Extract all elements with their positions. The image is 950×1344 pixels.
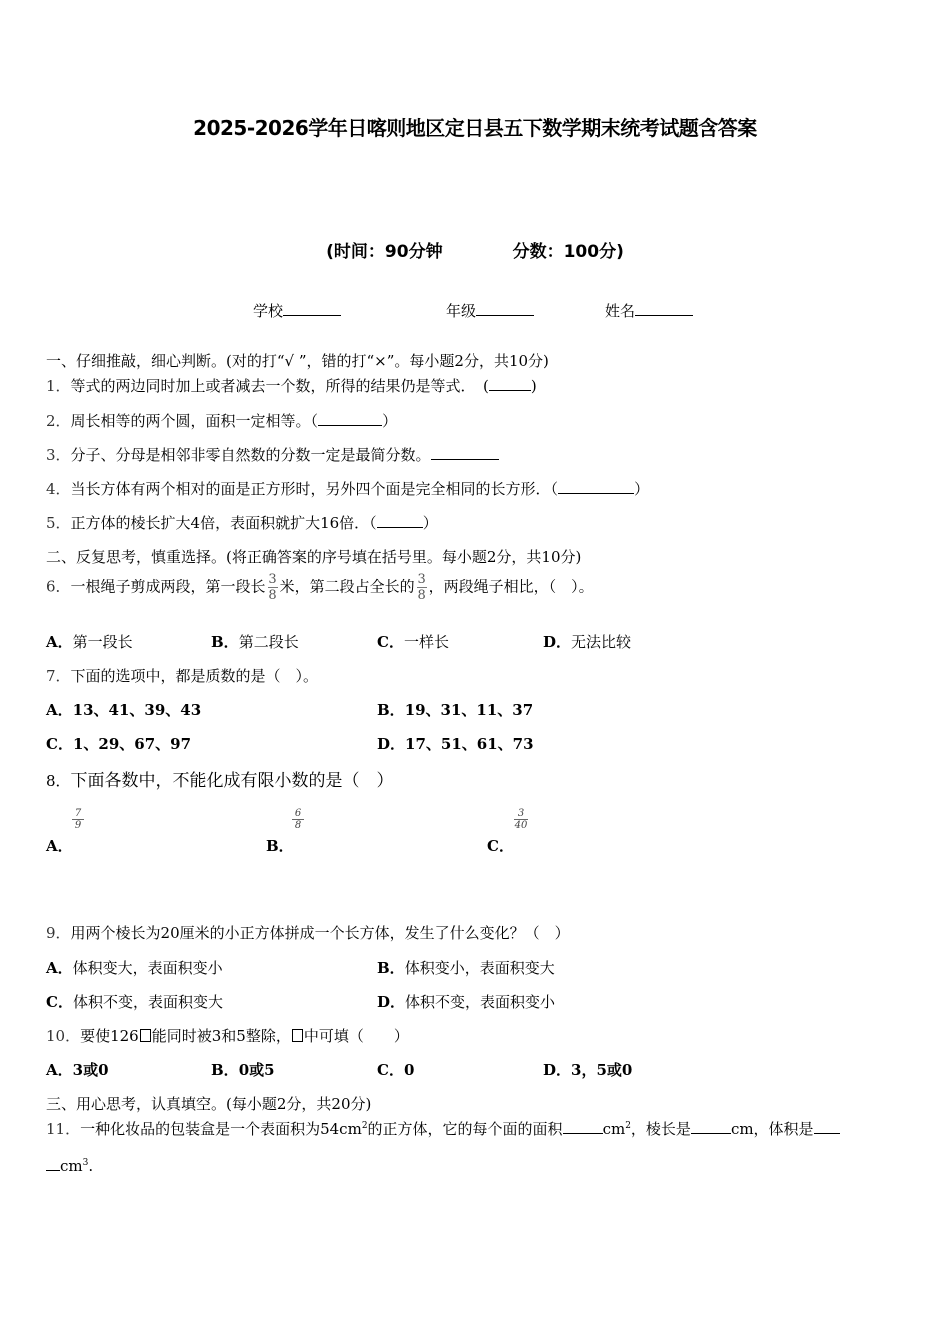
page-title: 2025-2026学年日喀则地区定日县五下数学期末统考试题含答案 — [193, 116, 757, 140]
name-label: 姓名 — [605, 302, 636, 320]
fraction: 7 9 — [72, 808, 84, 831]
option-b[interactable]: B．19、31、11、37 — [377, 701, 534, 719]
grade-blank[interactable] — [476, 301, 534, 316]
question-3: 3．分子、分母是相邻非零自然数的分数一定是最简分数。 — [46, 444, 499, 465]
option-b[interactable]: B．体积变小，表面积变大 — [377, 959, 555, 977]
section-1-heading: 一、仔细推敲，细心判断。(对的打“√ ”，错的打“×”。每小题2分，共10分) — [46, 352, 549, 370]
answer-blank[interactable] — [318, 411, 382, 426]
answer-blank[interactable] — [489, 376, 531, 391]
fraction: 3 40 — [514, 808, 528, 831]
option-b[interactable]: B． — [266, 837, 294, 855]
option-c[interactable]: C．0 — [377, 1061, 415, 1079]
question-2: 2．周长相等的两个圆，面积一定相等。（ ） — [46, 412, 398, 430]
option-a[interactable]: A．13、41、39、43 — [46, 701, 202, 719]
total-score: 分数：100分) — [512, 242, 624, 262]
option-d[interactable]: D．3，5或0 — [543, 1061, 633, 1079]
grade-label: 年级 — [446, 302, 477, 320]
option-d[interactable]: D．无法比较 — [543, 633, 632, 651]
option-d[interactable]: D．体积不变，表面积变小 — [377, 993, 556, 1011]
fraction: 6 8 — [292, 808, 304, 831]
school-label: 学校 — [253, 302, 284, 320]
name-field[interactable] — [605, 300, 693, 321]
option-c[interactable]: C． — [487, 837, 514, 855]
answer-blank[interactable] — [558, 479, 634, 494]
option-c[interactable]: C．一样长 — [377, 633, 449, 651]
question-1: 1．等式的两边同时加上或者减去一个数，所得的结果仍是等式． ( ) — [46, 377, 537, 395]
answer-blank[interactable] — [377, 513, 423, 528]
answer-blank[interactable] — [691, 1119, 731, 1134]
box-icon — [140, 1029, 151, 1042]
name-blank[interactable] — [635, 301, 693, 316]
option-a[interactable]: A．第一段长 — [46, 633, 133, 651]
school-blank[interactable] — [283, 301, 341, 316]
answer-blank[interactable] — [46, 1156, 60, 1171]
question-6: 6．一根绳子剪成两段，第一段长 $\frac{3}{8}$ 米，第二段占全长的 $\frac{3}{8}$ ，两段绳子相比，（ ）。 — [46, 572, 594, 603]
option-b[interactable]: B．0或5 — [211, 1061, 275, 1079]
fraction: $\frac{3}{8}$ — [417, 572, 426, 603]
option-d[interactable]: D．17、51、61、73 — [377, 735, 534, 753]
grade-field[interactable] — [446, 300, 534, 321]
answer-blank[interactable] — [431, 445, 499, 460]
option-c[interactable]: C．1、29、67、97 — [46, 735, 192, 753]
option-a[interactable]: A．3或0 — [46, 1061, 109, 1079]
option-a[interactable]: A．体积变大，表面积变小 — [46, 959, 223, 977]
option-c[interactable]: C．体积不变，表面积变大 — [46, 993, 223, 1011]
exam-meta — [0, 237, 950, 262]
question-10: 10．要使126 能同时被3和5整除， 中可填（ ） — [46, 1027, 409, 1045]
box-icon — [292, 1029, 303, 1042]
time-limit: (时间：90分钟 — [326, 242, 443, 262]
option-a[interactable]: A． — [46, 837, 73, 855]
fraction: $\frac{3}{8}$ — [268, 572, 277, 603]
question-9: 9．用两个棱长为20厘米的小正方体拼成一个长方体，发生了什么变化？（ ） — [46, 924, 570, 942]
question-11-cont: $cm^3$. — [46, 1156, 93, 1175]
question-8: 8．下面各数中，不能化成有限小数的是（ ） — [46, 771, 394, 791]
question-5: 5．正方体的棱长扩大4倍，表面积就扩大16倍．（ ） — [46, 514, 438, 532]
option-b[interactable]: B．第二段长 — [211, 633, 299, 651]
question-11: 11．一种化妆品的包装盒是一个表面积为$54cm^2$的正方体，它的每个面的面积 $cm^2$，棱长是 cm，体积是 — [46, 1118, 840, 1139]
section-2-heading: 二、反复思考，慎重选择。(将正确答案的序号填在括号里。每小题2分，共10分) — [46, 548, 582, 566]
question-7: 7．下面的选项中，都是质数的是（ ）。 — [46, 667, 319, 685]
section-3-heading: 三、用心思考，认真填空。(每小题2分，共20分) — [46, 1095, 372, 1113]
answer-blank[interactable] — [563, 1119, 603, 1134]
question-4: 4．当长方体有两个相对的面是正方形时，另外四个面是完全相同的长方形．（ ） — [46, 480, 650, 498]
school-field[interactable] — [253, 300, 341, 321]
answer-blank[interactable] — [814, 1119, 840, 1134]
